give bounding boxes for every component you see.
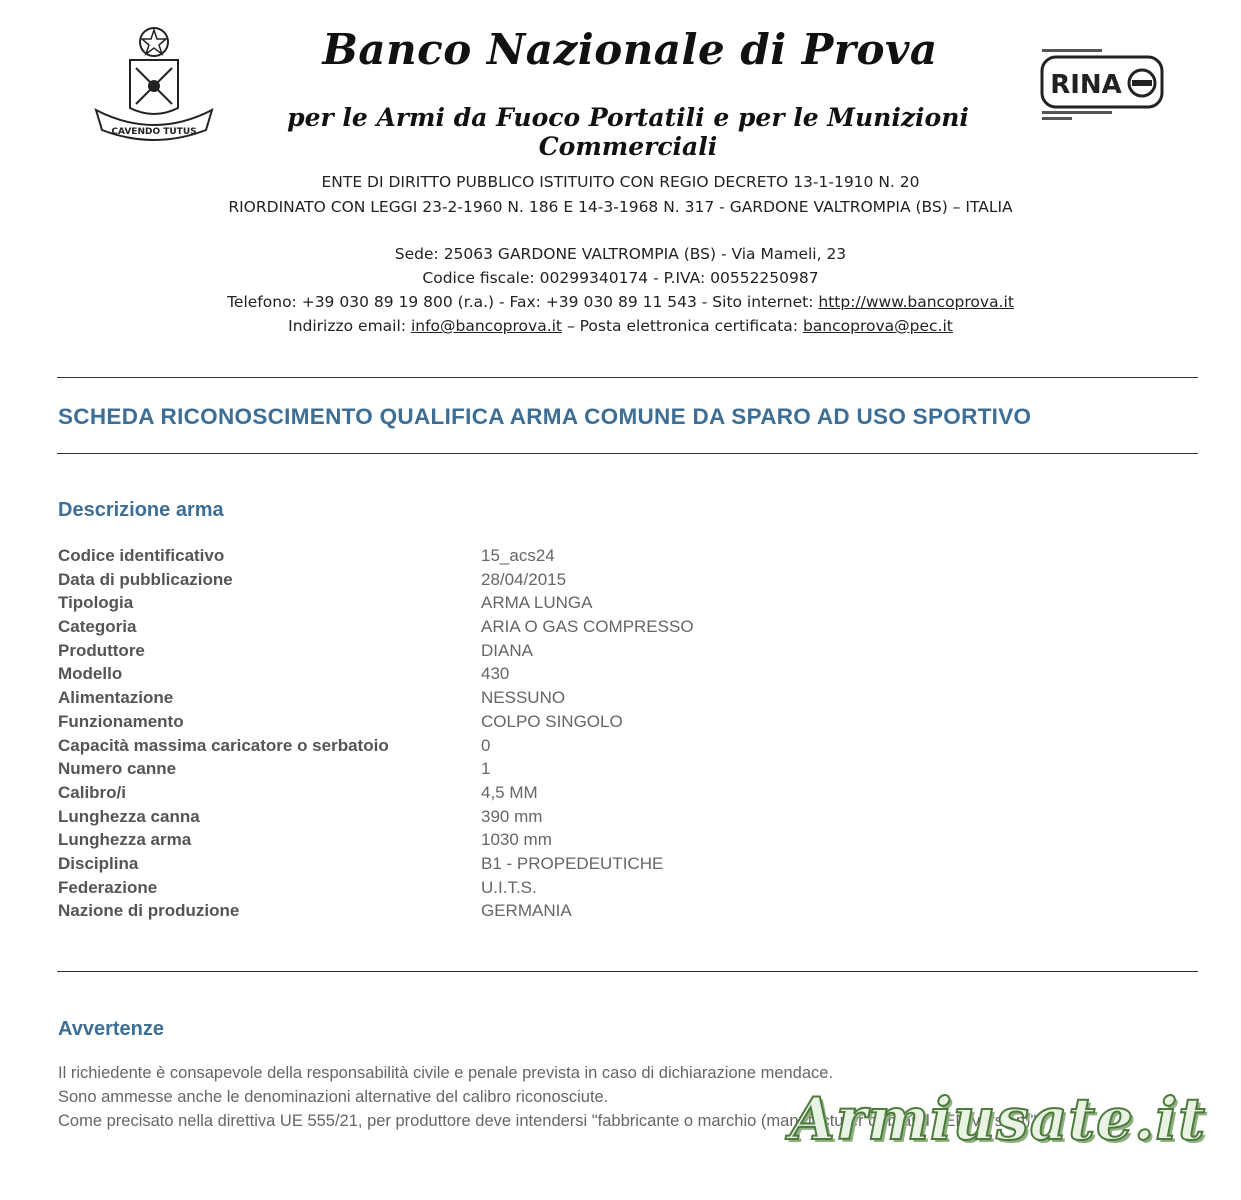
field-row: [58, 615, 958, 639]
field-label: Lunghezza canna: [58, 806, 200, 826]
field-value: 28/04/2015: [481, 569, 567, 589]
field-value: DIANA: [481, 640, 533, 660]
field-row: [58, 686, 958, 710]
banco-emblem-icon: [92, 20, 216, 145]
field-label: Produttore: [58, 640, 145, 660]
field-row: [58, 899, 958, 923]
field-row: [58, 568, 958, 592]
field-label: Nazione di produzione: [58, 901, 240, 921]
divider-top: [57, 377, 1198, 378]
field-label: Lunghezza arma: [58, 830, 192, 850]
field-value: COLPO SINGOLO: [481, 711, 623, 731]
field-label: Federazione: [58, 877, 158, 897]
header-line-1: ENTE DI DIRITTO PUBBLICO ISTITUITO CON REGIO DECRETO 13-1-1910 N. 20: [321, 173, 920, 191]
field-value: 1: [481, 759, 491, 779]
field-row: [58, 852, 958, 876]
field-row: [58, 828, 958, 852]
pec-label: – Posta elettronica certificata:: [562, 317, 803, 335]
field-value: GERMANIA: [481, 901, 572, 921]
field-value: 4,5 MM: [481, 782, 538, 802]
field-label: Capacità massima caricatore o serbatoio: [58, 735, 389, 755]
warning-line: Il richiedente è consapevole della responsabilità civile e penale prevista in caso di dichiarazione mendace.: [58, 1064, 834, 1082]
field-row: [58, 662, 958, 686]
field-row: [58, 710, 958, 734]
institution-title: Banco Nazionale di Prova: [322, 25, 938, 74]
field-label: Alimentazione: [58, 688, 174, 708]
field-label: Numero canne: [58, 759, 177, 779]
field-row: [58, 805, 958, 829]
header-line-2: RIORDINATO CON LEGGI 23-2-1960 N. 186 E 14-3-1968 N. 317 - GARDONE VALTROMPIA (BS) – ITALIA: [228, 198, 1013, 216]
field-label: Codice identificativo: [58, 546, 225, 565]
pec-link[interactable]: bancoprova@pec.it: [802, 317, 953, 335]
watermark-logo: Armiusate.it: [790, 1085, 1207, 1153]
field-label: Funzionamento: [58, 711, 184, 731]
field-row: [58, 591, 958, 615]
header-sede: Sede: 25063 GARDONE VALTROMPIA (BS) - Via Mameli, 23: [394, 245, 847, 263]
field-label: Categoria: [58, 617, 137, 637]
email-link[interactable]: info@bancoprova.it: [410, 317, 563, 335]
divider-title: [57, 453, 1198, 454]
field-value: ARMA LUNGA: [481, 593, 593, 613]
warning-line: Come precisato nella direttiva UE 555/21, per produttore deve intendersi "fabbricante o marchio (manufacturer or brand - EN version)".: [58, 1112, 1041, 1130]
divider-bottom: [57, 971, 1198, 972]
header-contacts: [0, 290, 1241, 314]
document-title: SCHEDA RICONOSCIMENTO QUALIFICA ARMA COMUNE DA SPARO AD USO SPORTIVO: [58, 404, 1032, 429]
field-row: [58, 876, 958, 900]
warning-line: Sono ammesse anche le denominazioni alternative del calibro riconosciute.: [58, 1088, 609, 1106]
emblem-motto: CAVENDO TUTUS: [111, 127, 197, 137]
rina-certification-icon: [1040, 47, 1170, 127]
field-value: ARIA O GAS COMPRESSO: [481, 617, 694, 637]
header-emails: [0, 314, 1241, 338]
field-value: 390 mm: [481, 806, 543, 826]
field-row: [58, 781, 958, 805]
field-label: Modello: [58, 664, 123, 684]
field-value: 15_acs24: [481, 546, 555, 565]
website-link[interactable]: http://www.bancoprova.it: [818, 293, 1014, 311]
phone-fax-text: Telefono: +39 030 89 19 800 (r.a.) - Fax: +39 030 89 11 543 - Sito internet:: [227, 293, 819, 311]
field-value: U.I.T.S.: [481, 877, 537, 897]
field-value: B1 - PROPEDEUTICHE: [481, 853, 664, 873]
field-label: Calibro/i: [58, 782, 127, 802]
header-codice-fiscale: Codice fiscale: 00299340174 - P.IVA: 00552250987: [422, 269, 819, 287]
email-label: Indirizzo email:: [288, 317, 411, 335]
field-row: [58, 544, 958, 568]
field-label: Disciplina: [58, 853, 139, 873]
field-label: Data di pubblicazione: [58, 569, 233, 589]
field-row: [58, 734, 958, 758]
field-value: NESSUNO: [481, 688, 566, 708]
institution-subtitle: per le Armi da Fuoco Portatili e per le Munizioni Commerciali: [287, 103, 969, 161]
warnings-heading: Avvertenze: [58, 1018, 164, 1040]
weapon-fields-list: [58, 544, 958, 923]
field-row: [58, 639, 958, 663]
field-label: Tipologia: [58, 593, 134, 613]
field-value: 0: [481, 735, 491, 755]
field-value: 1030 mm: [481, 830, 552, 850]
field-row: [58, 757, 958, 781]
description-heading: Descrizione arma: [58, 499, 224, 521]
field-value: 430: [481, 664, 510, 684]
rina-text: RINA: [1050, 70, 1122, 100]
